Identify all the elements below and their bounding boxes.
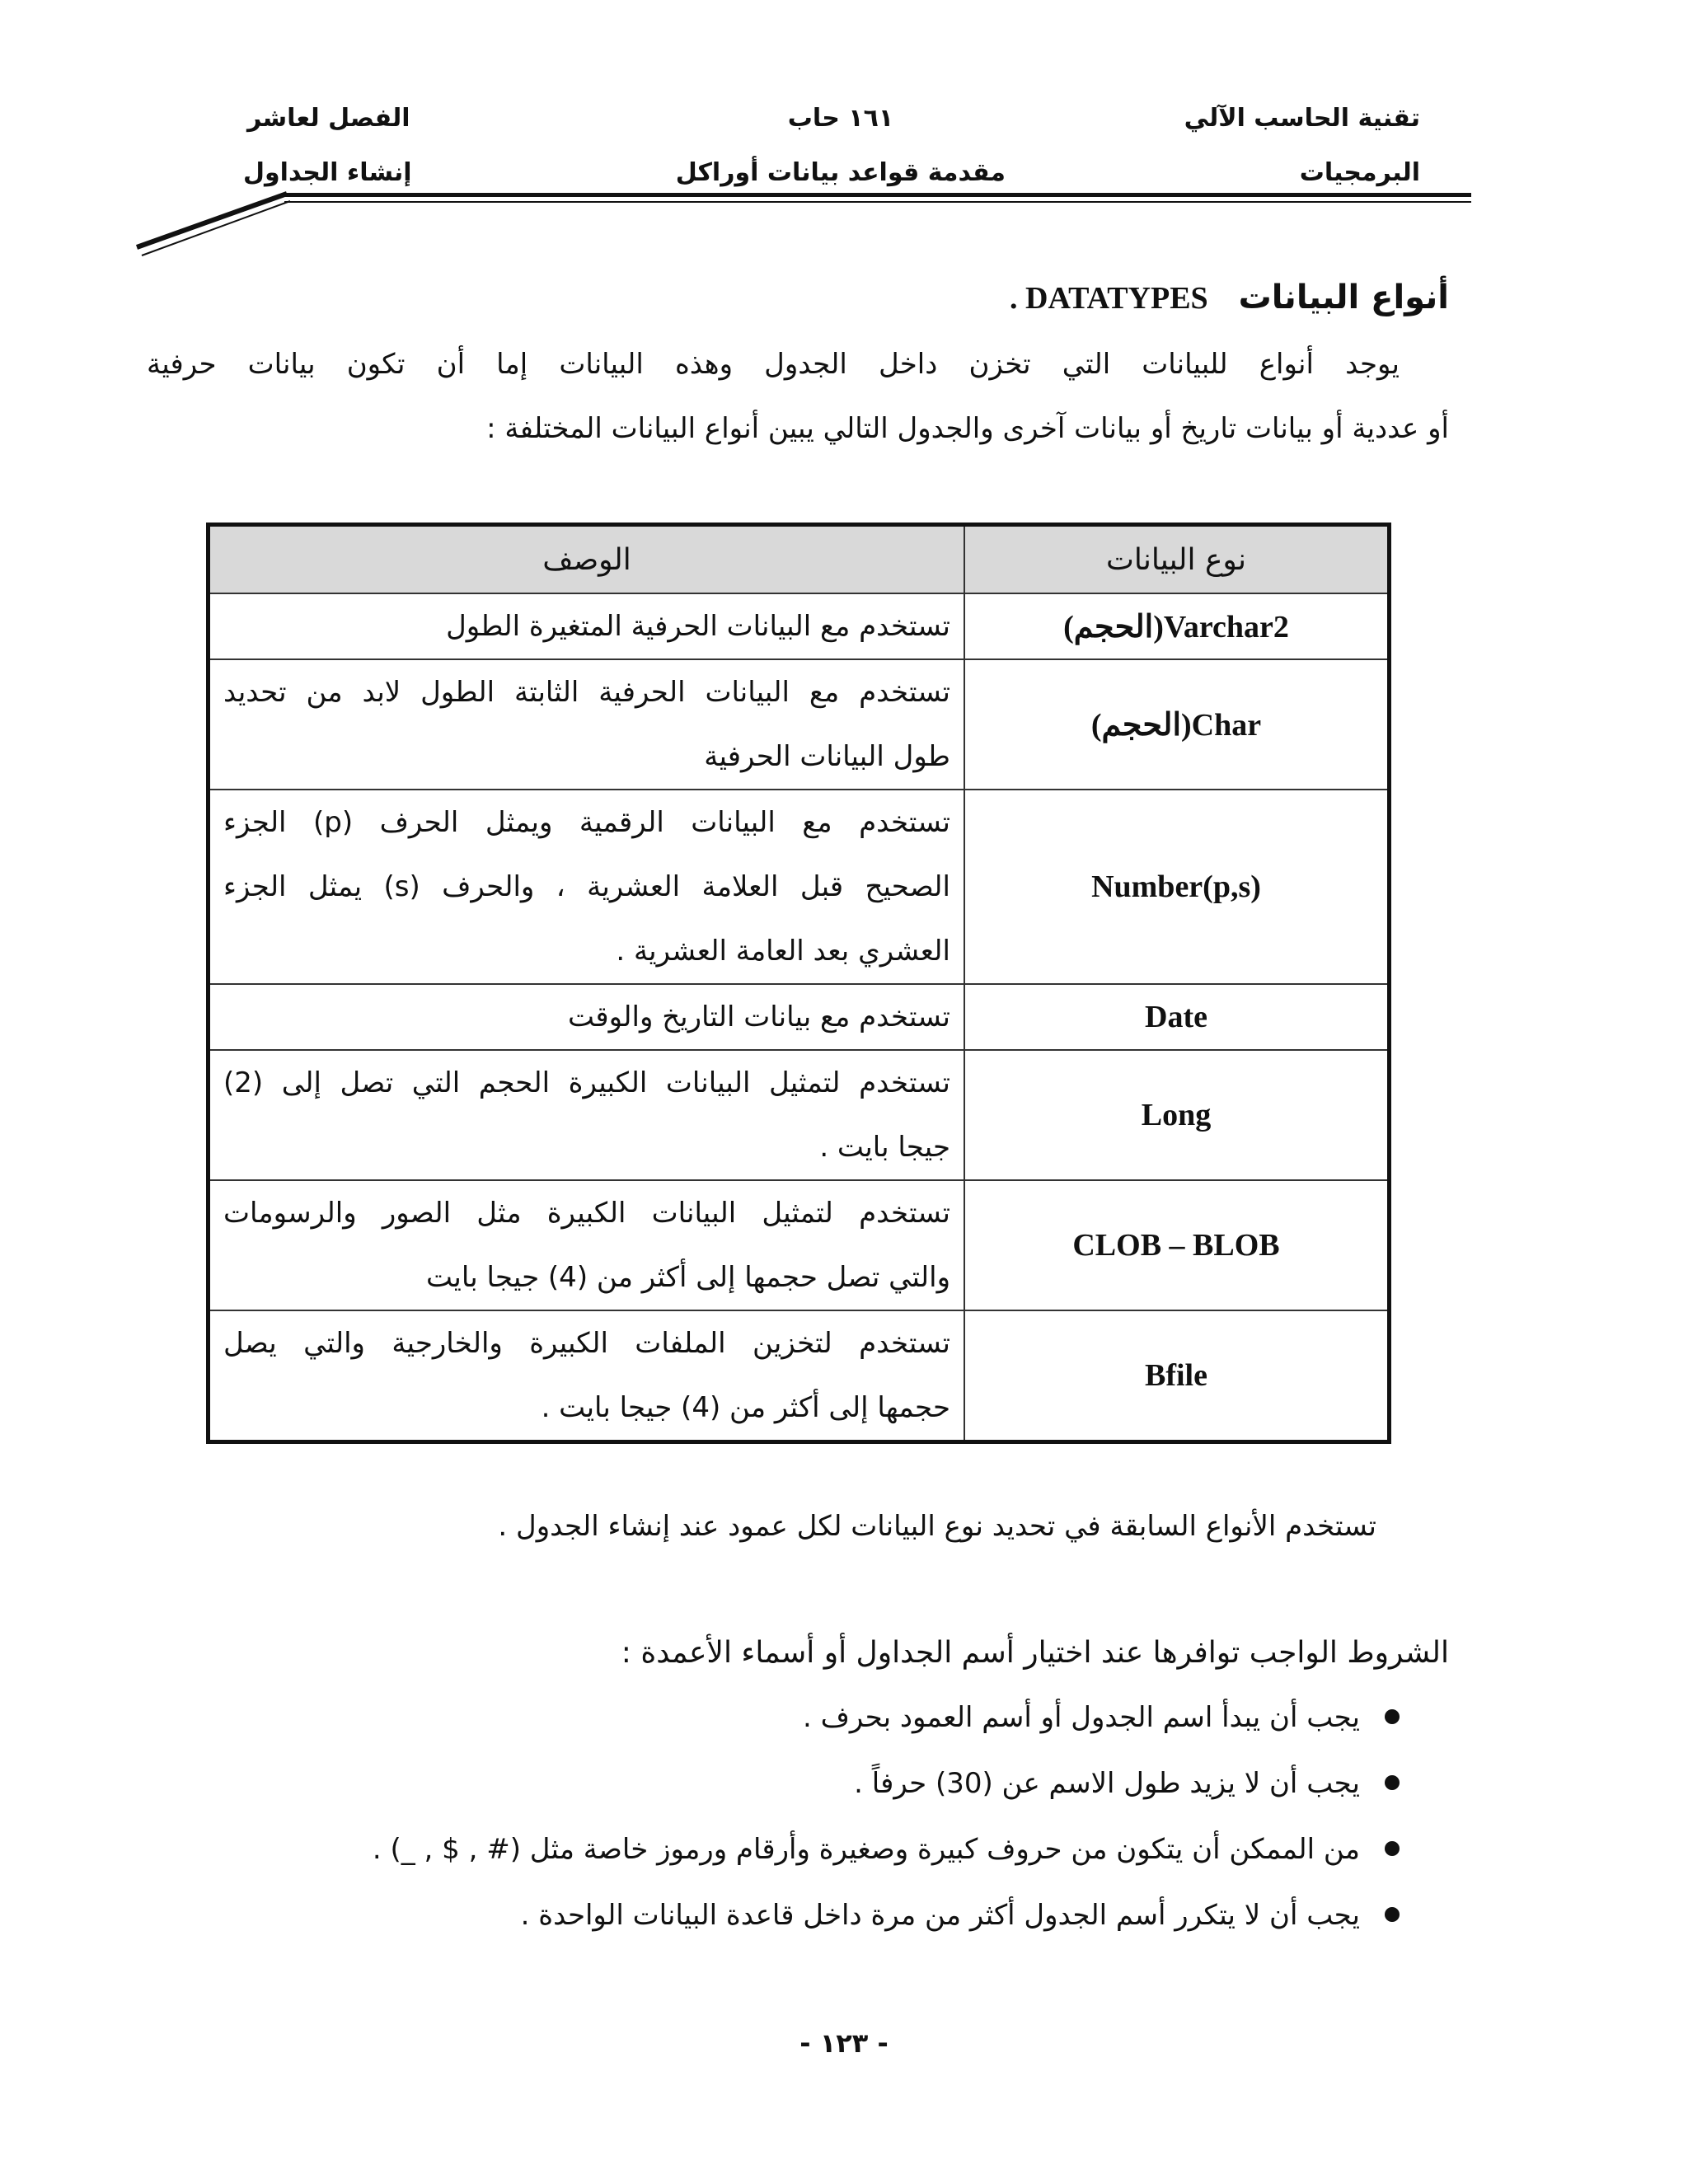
desc-line: حجمها إلى أكثر من (4) جيجا بايت . — [541, 1391, 950, 1424]
bullet-icon — [1385, 1775, 1400, 1790]
bullet-icon — [1385, 1841, 1400, 1856]
list-item — [163, 1764, 1400, 1830]
desc-line: تستخدم لتخزين الملفات الكبيرة والخارجية والتي يصل — [223, 1327, 950, 1360]
section-title-english: . DATATYPES — [1010, 281, 1208, 316]
datatypes-table — [206, 523, 1391, 1444]
header-swoosh-decoration — [132, 186, 297, 260]
cell-description — [209, 790, 965, 984]
desc-line: الصحيح قبل العلامة العشرية ، والحرف (s) يمثل الجزء — [223, 870, 950, 903]
table-row — [209, 1180, 1390, 1310]
desc-line: تستخدم مع البيانات الحرفية المتغيرة الطول — [446, 610, 950, 643]
list-item-text: يجب أن لا يتكرر أسم الجدول أكثر من مرة داخل قاعدة البيانات الواحدة . — [520, 1899, 1360, 1932]
desc-line: تستخدم مع بيانات التاريخ والوقت — [567, 1001, 950, 1033]
list-item-text: يجب أن لا يزيد طول الاسم عن (30) حرفاً . — [854, 1767, 1360, 1800]
desc-line: تستخدم لتمثيل البيانات الكبيرة الحجم التي تصل إلى (2) — [223, 1066, 950, 1099]
cell-type: Number(p,s) — [964, 790, 1390, 984]
list-item-text: يجب أن يبدأ اسم الجدول أو أسم العمود بحرف . — [803, 1701, 1360, 1734]
desc-line: طول البيانات الحرفية — [704, 740, 950, 773]
intro-line-1: يوجد أنواع للبيانات التي تخزن داخل الجدول وهذه البيانات إما أن تكون بيانات حرفية — [147, 348, 1400, 381]
table-row — [209, 1050, 1390, 1180]
cell-type: Long — [964, 1050, 1390, 1180]
cell-description — [209, 1180, 965, 1310]
desc-line: تستخدم لتمثيل البيانات الكبيرة مثل الصور والرسومات — [223, 1197, 950, 1230]
header-chapter-title: إنشاء الجداول — [243, 158, 412, 187]
header-course-name: مقدمة قواعد بيانات أوراكل — [675, 158, 1006, 187]
bullet-icon — [1385, 1907, 1400, 1922]
table-row — [209, 1310, 1390, 1442]
cell-type: Char(الحجم) — [964, 659, 1390, 790]
list-item-text: من الممكن أن يتكون من حروف كبيرة وصغيرة وأرقام ورموز خاصة مثل (# , $ , _) . — [372, 1833, 1360, 1866]
cell-type: Date — [964, 984, 1390, 1050]
list-item — [163, 1896, 1400, 1961]
header-rule-thin — [284, 201, 1471, 203]
cell-description — [209, 1050, 965, 1180]
usage-note: تستخدم الأنواع السابقة في تحديد نوع البيانات لكل عمود عند إنشاء الجدول . — [498, 1510, 1376, 1543]
page-number: - ١٢٣ - — [799, 2027, 889, 2059]
section-title: أنواع البيانات — [1238, 279, 1449, 316]
header-department: البرمجيات — [1299, 158, 1420, 187]
bullet-icon — [1385, 1709, 1400, 1724]
cell-description — [209, 593, 965, 659]
header-course-title: تقنية الحاسب الآلي — [1184, 104, 1420, 133]
header-course-code: ١٦١ حاب — [787, 104, 894, 133]
list-item — [163, 1698, 1400, 1764]
desc-line: تستخدم مع البيانات الرقمية ويمثل الحرف (p) الجزء — [223, 806, 950, 839]
list-item — [163, 1830, 1400, 1896]
table-row — [209, 984, 1390, 1050]
cell-description — [209, 984, 965, 1050]
conditions-title: الشروط الواجب توافرها عند اختيار أسم الجداول أو أسماء الأعمدة : — [621, 1636, 1449, 1670]
header-chapter: الفصل لعاشر — [247, 104, 410, 133]
desc-line: والتي تصل حجمها إلى أكثر من (4) جيجا بايت — [426, 1261, 950, 1294]
intro-line-2: أو عددية أو بيانات تاريخ أو بيانات آخرى والجدول التالي يبين أنواع البيانات المختلفة : — [486, 412, 1449, 445]
desc-line: العشري بعد العامة العشرية . — [616, 935, 950, 968]
cell-type: CLOB – BLOB — [964, 1180, 1390, 1310]
cell-description — [209, 659, 965, 790]
cell-type: Bfile — [964, 1310, 1390, 1442]
table-row — [209, 659, 1390, 790]
column-header-description: الوصف — [209, 525, 965, 594]
table-row — [209, 790, 1390, 984]
conditions-list — [163, 1698, 1400, 1961]
table-header-row — [209, 525, 1390, 594]
header-rule-thick — [284, 193, 1471, 197]
cell-type: Varchar2(الحجم) — [964, 593, 1390, 659]
table-row — [209, 593, 1390, 659]
desc-line: جيجا بايت . — [819, 1131, 950, 1164]
desc-line: تستخدم مع البيانات الحرفية الثابتة الطول لابد من تحديد — [223, 676, 950, 709]
cell-description — [209, 1310, 965, 1442]
column-header-type: نوع البيانات — [964, 525, 1390, 594]
